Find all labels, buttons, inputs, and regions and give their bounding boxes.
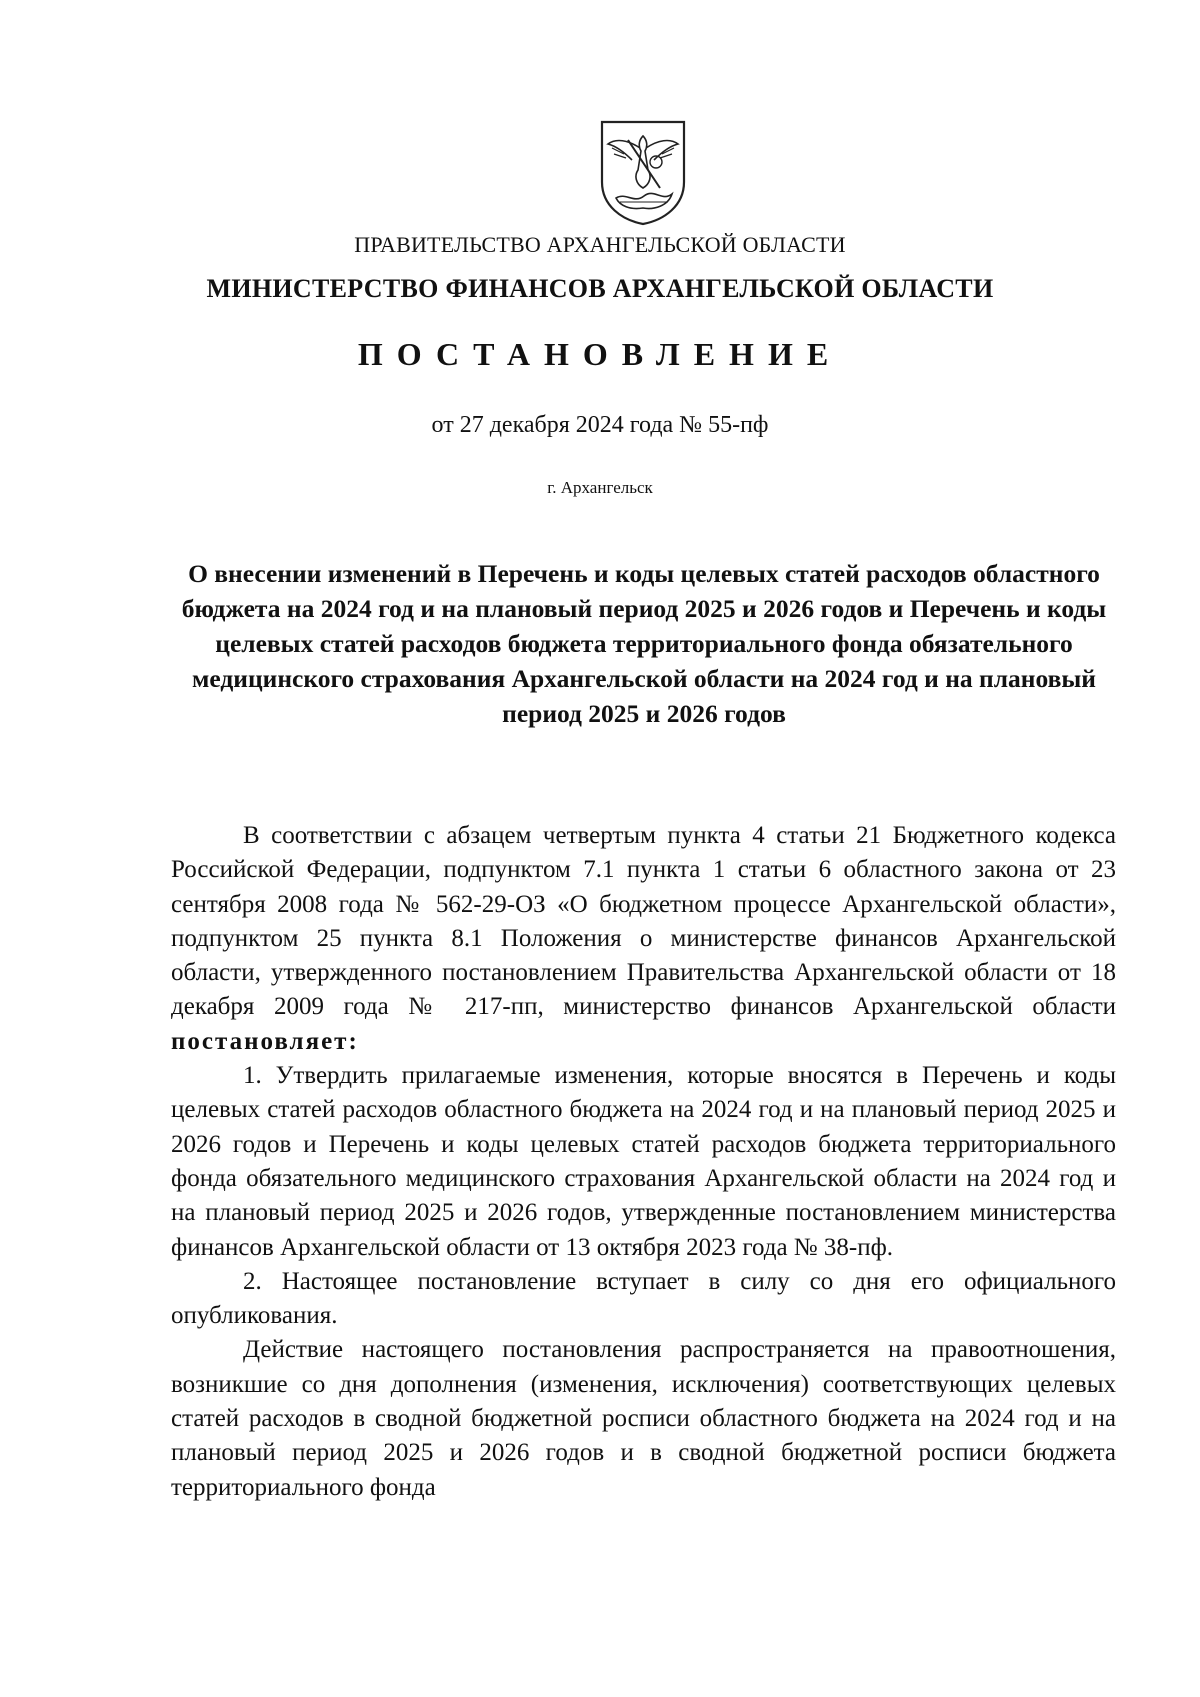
document-date-number: от 27 декабря 2024 года № 55-пф	[431, 412, 769, 438]
item-2-paragraph: 2. Настоящее постановление вступает в силу со дня его официального опубликования.	[171, 1267, 1116, 1330]
government-name: ПРАВИТЕЛЬСТВО АРХАНГЕЛЬСКОЙ ОБЛАСТИ	[354, 232, 846, 257]
document-city: г. Архангельск	[547, 478, 653, 497]
document-body	[171, 819, 1116, 1505]
coat-of-arms-icon	[598, 118, 688, 226]
decree-word: постановляет:	[171, 1027, 359, 1055]
preamble-text: В соответствии с абзацем четвертым пункта 4 статьи 21 Бюджетного кодекса Российской Федерации, подпунктом 7.1 пункта 1 статьи 6 областного закона от 23 сентября 2008 года № 562-29-ОЗ «О бюджетном процессе Архангельской области», подпунктом 25 пункта 8.1 Положения о министерстве финансов Архангельской области, утвержденного постановлением Правительства Архангельской области от 18 декабря 2009 года № 217-пп, министерство финансов Архангельской области	[171, 822, 1116, 1021]
item-1-paragraph: 1. Утвердить прилагаемые изменения, которые вносятся в Перечень и коды целевых статей расходов областного бюджета на 2024 год и на плановый период 2025 и 2026 годов и Перечень и коды целевых статей расходов бюджета территориального фонда обязательного медицинского страхования Архангельской области на 2024 год и на плановый период 2025 и 2026 годов, утвержденные постановлением министерства финансов Архангельской области от 13 октября 2023 года № 38-пф.	[171, 1062, 1116, 1261]
document-type: ПОСТАНОВЛЕНИЕ	[357, 336, 843, 372]
effect-paragraph: Действие настоящего постановления распространяется на правоотношения, возникшие со дня дополнения (изменения, исключения) соответствующих целевых статей расходов в сводной бюджетной росписи областного бюджета на 2024 год и на плановый период 2025 и 2026 годов и в сводной бюджетной росписи бюджета территориального фонда	[171, 1336, 1116, 1501]
preamble-paragraph	[171, 819, 1116, 1059]
document-title: О внесении изменений в Перечень и коды целевых статей расходов областного бюджета на 2024 год и на плановый период 2025 и 2026 годов и Перечень и коды целевых статей расходов бюджета территориального фонда обязательного медицинского страхования Архангельской области на 2024 год и на плановый период 2025 и 2026 годов	[181, 559, 1107, 728]
ministry-name: МИНИСТЕРСТВО ФИНАНСОВ АРХАНГЕЛЬСКОЙ ОБЛАСТИ	[206, 274, 994, 303]
